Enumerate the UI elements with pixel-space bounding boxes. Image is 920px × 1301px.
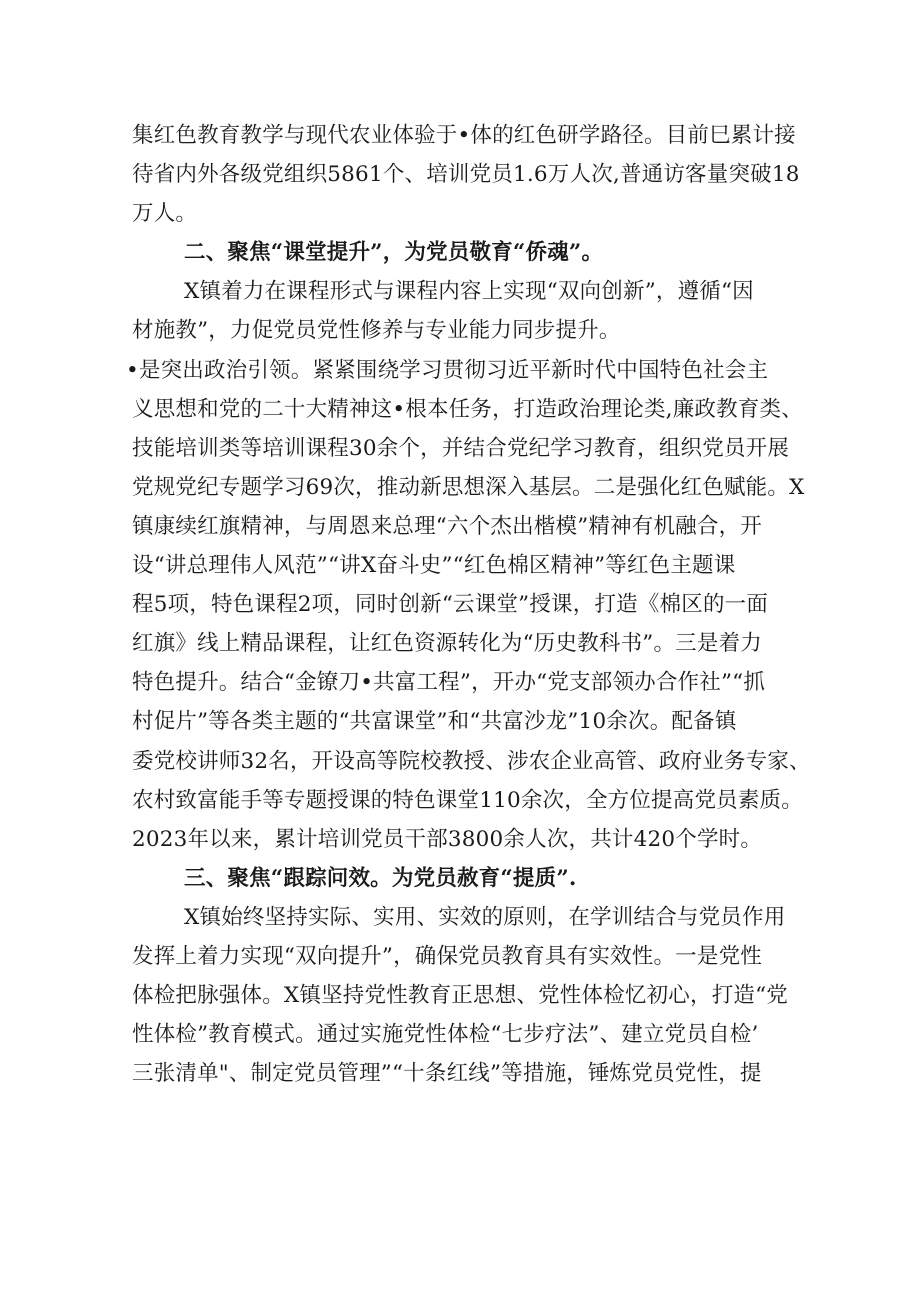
section-heading-three: 三、聚焦“跟踪问效。为党员赦育“提质”. <box>184 865 577 891</box>
paragraph-line: 发挥上着力实现“双向提升”，确保党员教育具有实效性。一是党性 <box>132 943 762 969</box>
paragraph-line: 农村致富能手等专题授课的特色课堂110余次，全方位提高党员素质。 <box>132 787 803 813</box>
paragraph-line: 委党校讲师32名，开设高等院校教授、涉农企业高管、政府业务专家、 <box>132 748 811 774</box>
paragraph-line: 材施教”，力促党员党性修养与专业能力同步提升。 <box>132 318 621 344</box>
paragraph-line: 设“讲总理伟人风范”“讲X奋斗史”“红色棉区精神”等红色主题课 <box>132 553 736 579</box>
paragraph-line: •是突出政治引领。紧紧围绕学习贯彻习近平新时代中国特色社会主 <box>126 357 769 383</box>
paragraph-line: 义思想和党的二十大精神这•根本任务，打造政治理论类,廉政教育类、 <box>132 396 803 422</box>
document-body <box>126 116 811 1093</box>
paragraph-line: 程5项，特色课程2项，同时创新“云课堂”授课，打造《棉区的一面 <box>132 592 769 618</box>
paragraph-line: 党规党纪专题学习69次，推动新思想深入基层。二是强化红色赋能。X <box>132 474 805 500</box>
paragraph-line: 红旗》线上精品课程，让红色资源转化为“历史教科书”。三是着力 <box>132 631 762 657</box>
paragraph-line: X镇着力在课程形式与课程内容上实现“双向创新”，遵循“因 <box>184 279 754 305</box>
paragraph-line: 万人。 <box>132 201 198 227</box>
paragraph-line: 三张清单"、制定党员管理”“十条红线”等措施，锤炼党员党性，提 <box>132 1061 762 1087</box>
paragraph-line: 村促片”等各类主题的“共富课堂”和“共富沙龙”10余次。配备镇 <box>132 709 737 735</box>
paragraph-line: 待省内外各级党组织5861个、培训党员1.6万人次,普通访客量突破18 <box>132 162 800 188</box>
paragraph-line: 集红色教育教学与现代农业体验于•体的红色研学路径。目前巳累计接 <box>132 123 796 148</box>
paragraph-line: 性体检”教育模式。通过实施党性体检“七步疗法”、建立党员自检’ <box>132 1022 759 1048</box>
paragraph-line: 体检把脉强体。X镇坚持党性教育正思想、党性体检忆初心，打造“党 <box>132 983 789 1009</box>
paragraph-line: 镇康续红旗精神，与周恩来总理“六个杰出楷模”精神有机融合，开 <box>132 513 762 539</box>
paragraph-line: 技能培训类等培训课程30余个，并结合党纪学习教育，组织党员开展 <box>132 435 790 461</box>
paragraph-line: 2023年以来，累计培训党员干部3800余人次，共计420个学时。 <box>132 826 763 852</box>
paragraph-line: X镇始终坚持实际、实用、实效的原则，在学训结合与党员作用 <box>184 904 786 930</box>
section-heading-two: 二、聚焦“课堂提升”，为党员敬育“侨魂”。 <box>184 240 604 266</box>
paragraph-line: 特色提升。结合“金镣刀•共富工程”，开办“党支部领办合作社”“抓 <box>132 670 766 696</box>
